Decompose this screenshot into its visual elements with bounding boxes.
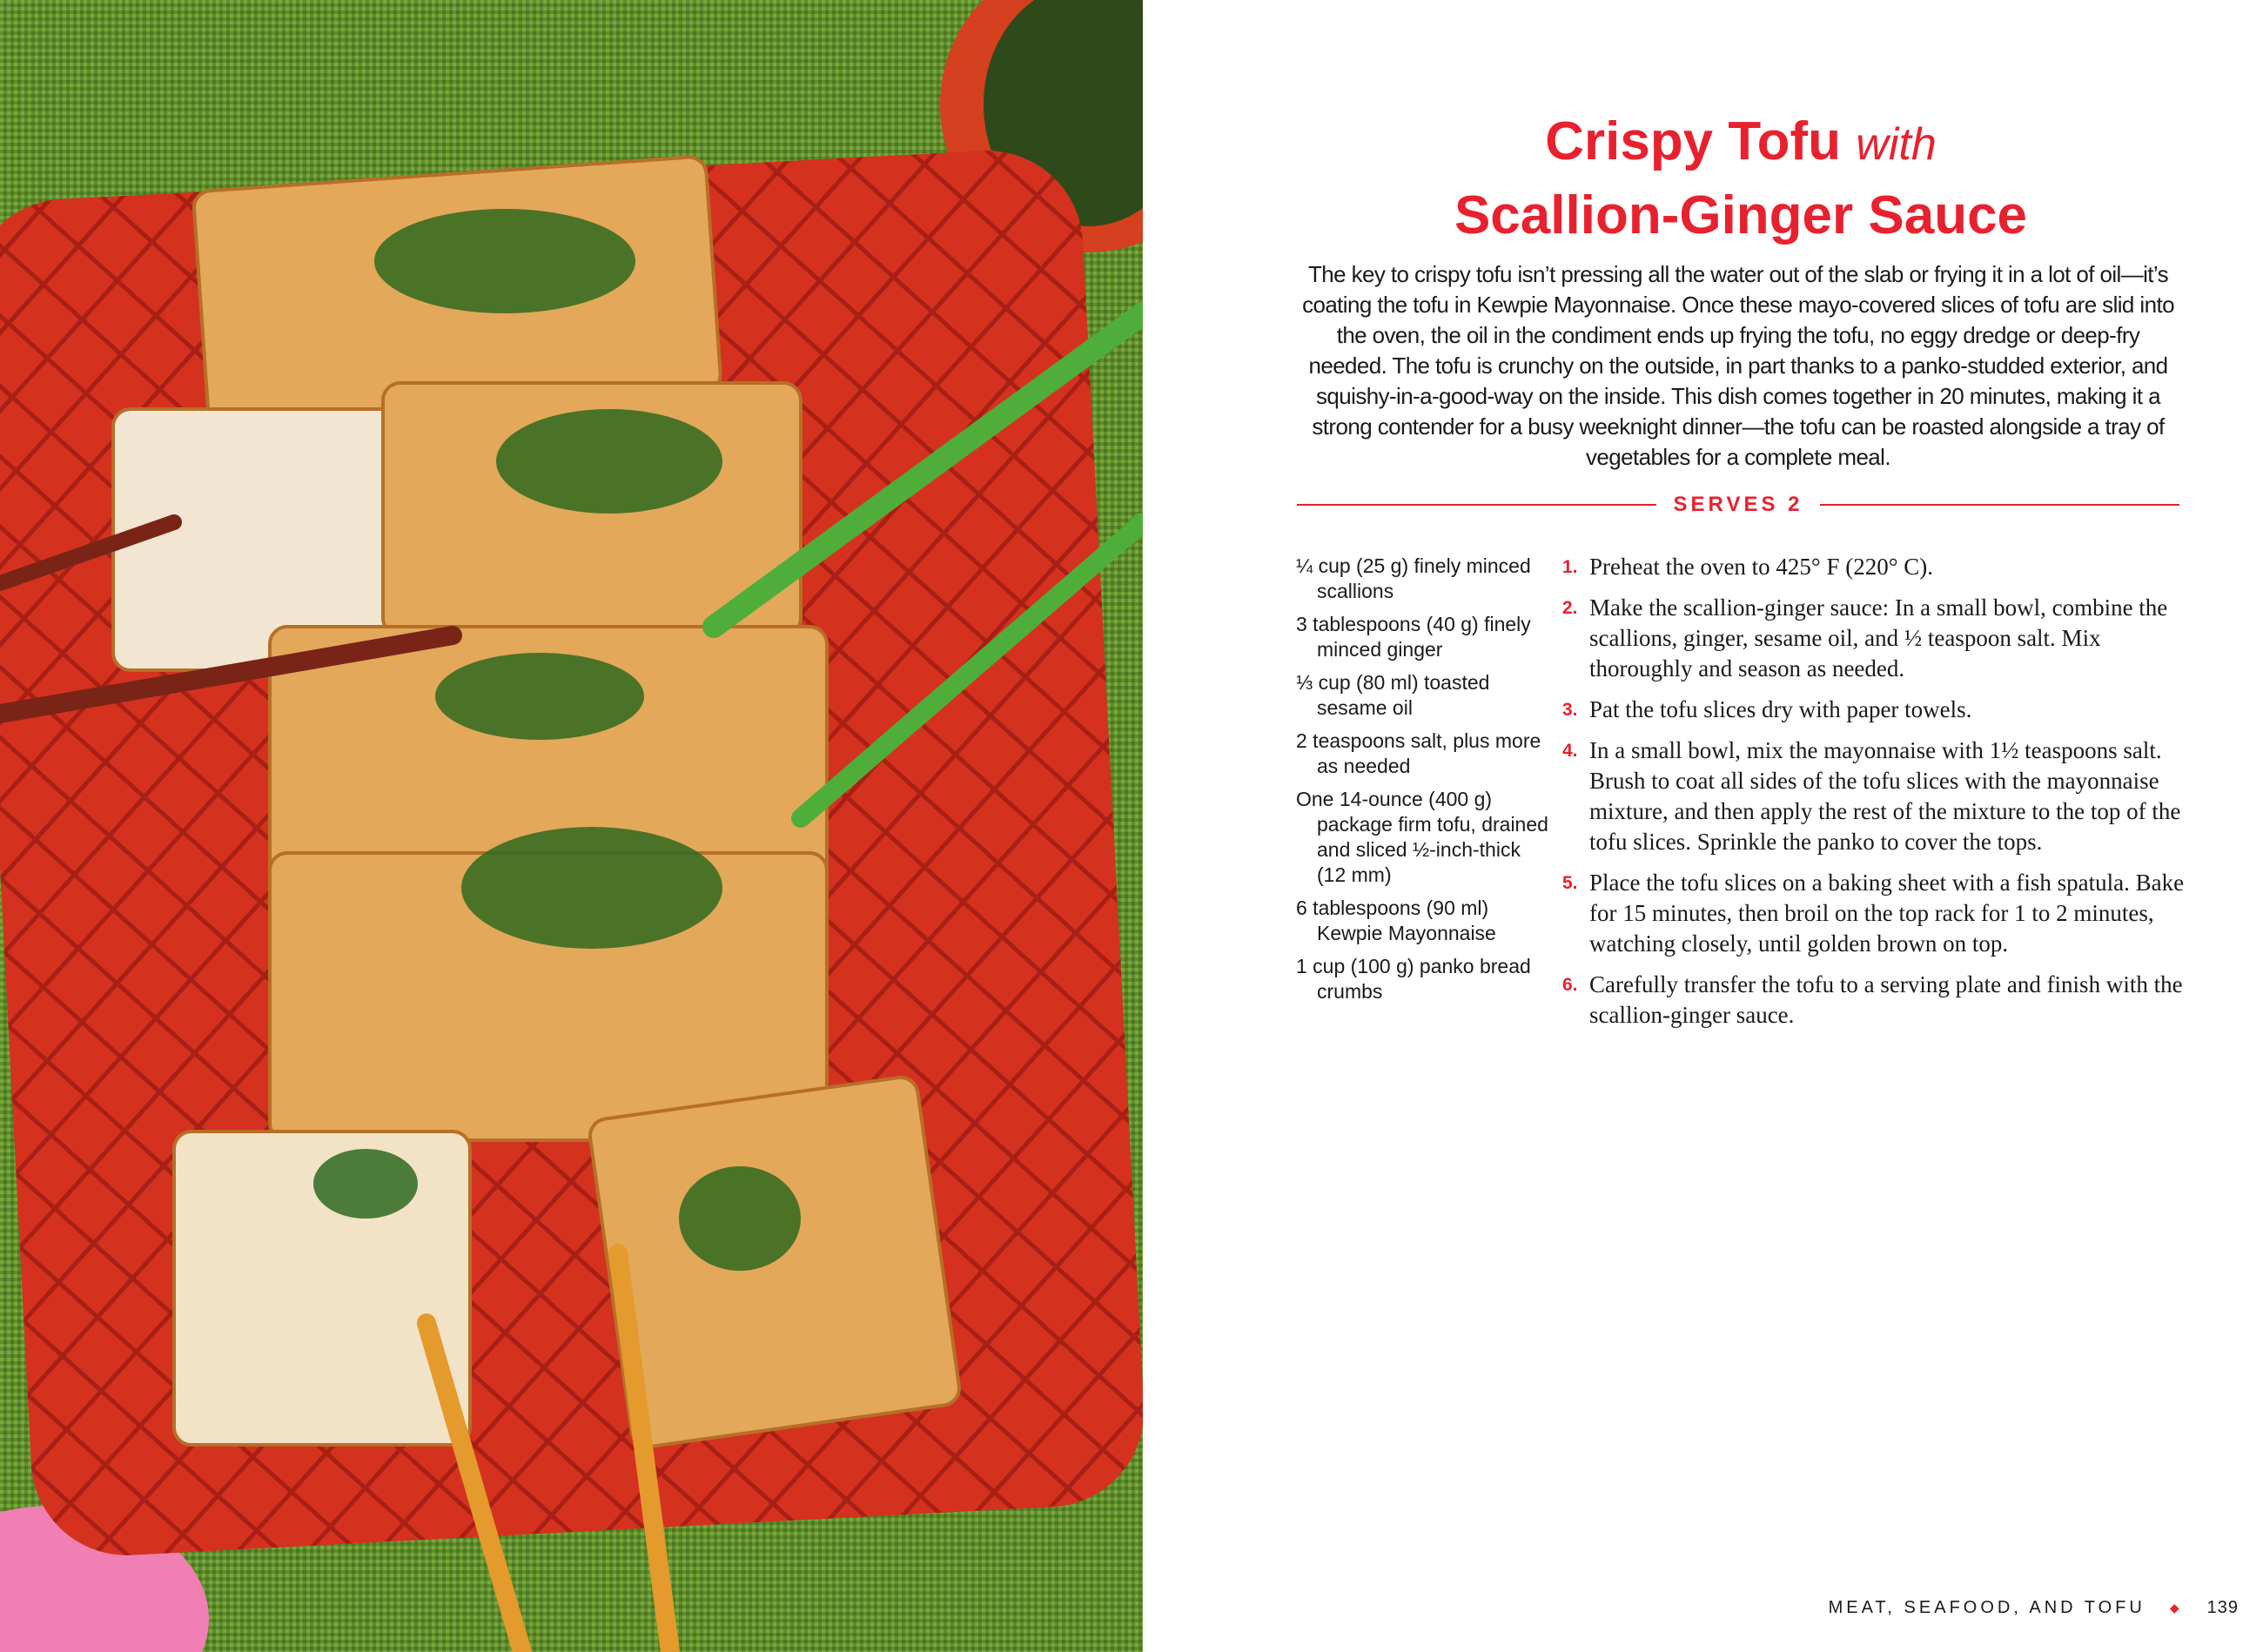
step-number: 2. (1562, 598, 1578, 618)
ingredient-item: 1 cup (100 g) panko bread crumbs (1296, 955, 1531, 1003)
ingredient-item: 3 tablespoons (40 g) finely minced ginger (1296, 613, 1531, 661)
step-number: 3. (1562, 700, 1578, 720)
step-item (1562, 868, 2185, 959)
page-number: 139 (2206, 1598, 2239, 1617)
diamond-icon: ◆ (2169, 1601, 2183, 1615)
ingredient-item: 6 tablespoons (90 ml) Kewpie Mayonnaise (1296, 897, 1496, 944)
step-item (1562, 593, 2185, 684)
steps-list (1562, 552, 2185, 1041)
step-number: 1. (1562, 557, 1578, 577)
step-number: 4. (1562, 741, 1578, 761)
step-item (1562, 735, 2185, 857)
serves-divider (1297, 493, 2179, 517)
ingredient-item: ¼ cup (25 g) finely minced scallions (1296, 554, 1531, 602)
title-line1: Crispy Tofu (1545, 111, 1842, 171)
ingredient-item: 2 teaspoons salt, plus more as needed (1296, 729, 1541, 777)
step-text: Carefully transfer the tofu to a serving plate and finish with the scallion-ginger sauce. (1589, 971, 2183, 1028)
step-number: 5. (1562, 873, 1578, 893)
step-number: 6. (1562, 975, 1578, 995)
title-line2: Scallion-Ginger Sauce (1454, 185, 2028, 245)
step-item (1562, 970, 2185, 1031)
ingredients-list (1296, 554, 1548, 1012)
serves-label: SERVES 2 (1673, 493, 1803, 516)
title-with: with (1856, 119, 1937, 170)
step-item (1562, 695, 2185, 725)
ingredient-item: ⅓ cup (80 ml) toasted sesame oil (1296, 671, 1490, 719)
section-name: MEAT, SEAFOOD, AND TOFU (1828, 1598, 2145, 1617)
intro-paragraph: The key to crispy tofu isn’t pressing all the water out of the slab or frying it in a lot of oil—it’s coating the tofu in Kewpie Mayonnaise. Once these mayo-covered slices of tofu are slid into the oven, the oil in the condiment ends up frying the tofu, no eggy dredge or deep-fry needed. The tofu is crunchy on the outside, in part thanks to a panko-studded exterior, and squishy-in-a-good-way on the inside. This dish comes together in 20 minutes, making it a strong contender for a busy weeknight dinner—the tofu can be roasted alongside a tray of vegetables for a complete meal. (1302, 261, 2174, 470)
step-text: Place the tofu slices on a baking sheet with a fish spatula. Bake for 15 minutes, then broil on the top rack for 1 to 2 minutes, watching closely, until golden brown on top. (1589, 870, 2185, 957)
divider-rule-right (1820, 504, 2179, 506)
page-footer (1829, 1598, 2239, 1618)
step-text: Preheat the oven to 425° F (220° C). (1589, 554, 1934, 580)
step-text: In a small bowl, mix the mayonnaise with 1½ teaspoons salt. Brush to coat all sides of the tofu slices with the mayonnaise mixture, and then apply the rest of the mixture to the top of the tofu slices. Sprinkle the panko to cover the tops. (1589, 737, 2181, 855)
divider-rule-left (1297, 504, 1656, 506)
recipe-title (1236, 106, 2246, 252)
step-item (1562, 552, 2185, 582)
ingredient-item: One 14-ounce (400 g) package firm tofu, drained and sliced ½-inch-thick (12 mm) (1296, 788, 1548, 886)
step-text: Make the scallion-ginger sauce: In a small bowl, combine the scallions, ginger, sesame oil, and ½ teaspoon salt. Mix thoroughly and season as needed. (1589, 594, 2168, 682)
step-text: Pat the tofu slices dry with paper towels. (1589, 696, 1972, 722)
